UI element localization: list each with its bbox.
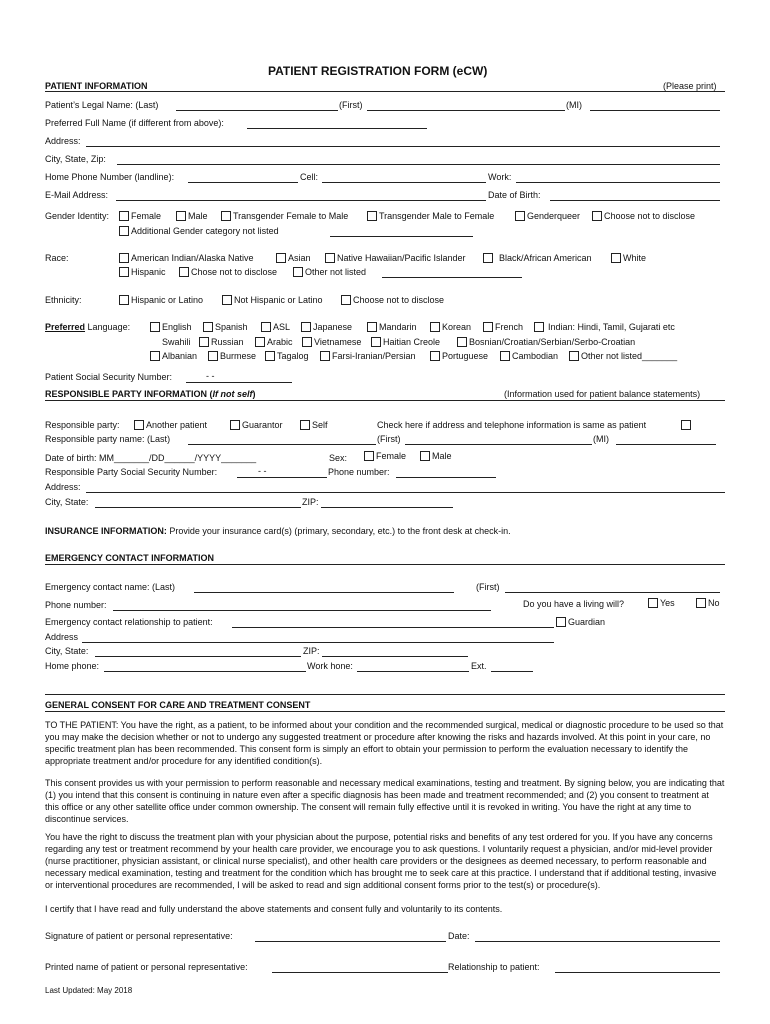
gender-option-additional[interactable]: Additional Gender category not listed [119, 226, 279, 237]
living-will-yes[interactable]: Yes [648, 598, 675, 609]
checkbox[interactable] [119, 295, 129, 305]
ec-zip-label: ZIP: [303, 646, 320, 656]
signature-field[interactable] [255, 941, 446, 942]
ec-home-phone-field[interactable] [104, 671, 306, 672]
language-option-english[interactable]: English [150, 322, 192, 333]
language-option-bosnian[interactable]: Bosnian/Croatian/Serbian/Serbo-Croatian [457, 337, 635, 348]
dob-field[interactable] [550, 200, 720, 201]
city-state-zip-field[interactable] [117, 164, 720, 165]
checkbox[interactable] [150, 351, 160, 361]
ec-zip-field[interactable] [322, 656, 468, 657]
consent-paragraph-1: TO THE PATIENT: You have the right, as a patient, to be informed about your condition and the recommended surgical, medical or diagnostic procedure to be used so that you may make the decision whether or not to undergo any suggested treatment or procedure after knowing the risks and hazards involved. At this point in your care, no specific treatment plan has been recommended. This consent form is simply an effort to obtain your permission to perform the evaluation necessary to identify the appropriate treatment and/or procedure for any identified condition(s). [45, 720, 724, 766]
checkbox[interactable] [301, 322, 311, 332]
checkbox[interactable] [367, 322, 377, 332]
checkbox[interactable] [420, 451, 430, 461]
gender-option-male[interactable]: Male [176, 211, 208, 222]
ssn-label: Patient Social Security Number: [45, 372, 173, 382]
ssn-dashes: - - [206, 371, 215, 381]
checkbox[interactable] [293, 267, 303, 277]
ec-ext-field[interactable] [491, 671, 533, 672]
rp-name-first-label: (First) [377, 434, 401, 444]
same-address-checkbox[interactable] [681, 420, 693, 431]
ec-name-first-label: (First) [476, 582, 500, 592]
section-rule [45, 400, 725, 401]
language-option-albanian[interactable]: Albanian [150, 351, 197, 362]
email-label: E-Mail Address: [45, 190, 109, 200]
relationship-label: Relationship to patient: [448, 962, 540, 972]
ec-work-phone-field[interactable] [357, 671, 469, 672]
section-rule [45, 91, 725, 92]
section-rule [45, 564, 725, 565]
ec-name-last-field[interactable] [194, 592, 454, 593]
race-option-not-disclose[interactable]: Chose not to disclose [179, 267, 277, 278]
language-option-tagalog[interactable]: Tagalog [265, 351, 309, 362]
please-print-note: (Please print) [663, 81, 717, 91]
rp-zip-field[interactable] [321, 507, 453, 508]
ec-city-state-field[interactable] [95, 656, 301, 657]
rp-name-mi-field[interactable] [616, 444, 716, 445]
checkbox[interactable] [230, 420, 240, 430]
language-option-french[interactable]: French [483, 322, 523, 333]
checkbox[interactable] [371, 337, 381, 347]
address-label: Address: [45, 136, 81, 146]
rp-zip-label: ZIP: [302, 497, 319, 507]
page-title: PATIENT REGISTRATION FORM (eCW) [268, 64, 488, 78]
rp-city-state-field[interactable] [95, 507, 301, 508]
work-label: Work: [488, 172, 512, 182]
cell-field[interactable] [322, 182, 486, 183]
gender-label: Gender Identity: [45, 211, 110, 221]
consent-paragraph-2: This consent provides us with your permission to perform reasonable and necessary medical examinations, testing and treatment. By signing below, you are indicating that (1) you intend that this consent is continuing in nature even after a specific diagnosis has been made and treatment recommended; and (2) you consent to treatment at this office or any other satellite office under common ownership. The consent will remain fully effective until it is revoked in writing. You have the right at any time to discontinue services. [45, 778, 725, 824]
checkbox[interactable] [515, 211, 525, 221]
checkbox[interactable] [276, 253, 286, 263]
checkbox[interactable] [534, 322, 544, 332]
responsible-option-guarantor[interactable]: Guarantor [230, 420, 283, 431]
checkbox[interactable] [341, 295, 351, 305]
responsible-option-self[interactable]: Self [300, 420, 328, 431]
ethnicity-option-not-disclose[interactable]: Choose not to disclose [341, 295, 444, 306]
printed-name-field[interactable] [272, 972, 448, 973]
checkbox[interactable] [556, 617, 566, 627]
language-option-arabic[interactable]: Arabic [255, 337, 293, 348]
checkbox[interactable] [255, 337, 265, 347]
patient-info-header: PATIENT INFORMATION [45, 81, 148, 91]
responsible-option-another-patient[interactable]: Another patient [134, 420, 207, 431]
ec-name-last-label: Emergency contact name: (Last) [45, 582, 176, 592]
rp-sex-male[interactable]: Male [420, 451, 452, 462]
rp-name-first-field[interactable] [405, 444, 592, 445]
race-label: Race: [45, 253, 69, 263]
language-option-mandarin[interactable]: Mandarin [367, 322, 417, 333]
ec-relationship-field[interactable] [232, 627, 554, 628]
work-field[interactable] [516, 182, 720, 183]
checkbox[interactable] [320, 351, 330, 361]
gender-additional-field[interactable] [330, 236, 473, 237]
consent-paragraph-4: I certify that I have read and fully understand the above statements and consent fully and voluntarily to its contents. [45, 904, 503, 914]
consent-header: GENERAL CONSENT FOR CARE AND TREATMENT CONSENT [45, 700, 311, 710]
section-rule [45, 711, 725, 712]
living-will-label: Do you have a living will? [523, 599, 625, 609]
gender-option-genderqueer[interactable]: Genderqueer [515, 211, 580, 222]
insurance-info: INSURANCE INFORMATION: Provide your insurance card(s) (primary, secondary, etc.) to the front desk at check-in. [45, 526, 511, 536]
rp-ssn-field[interactable] [237, 477, 327, 478]
legal-name-last-field[interactable] [176, 110, 338, 111]
ec-guardian-option[interactable]: Guardian [556, 617, 605, 628]
checkbox[interactable] [430, 351, 440, 361]
rp-sex-label: Sex: [329, 453, 348, 463]
signature-date-label: Date: [448, 931, 470, 941]
gender-option-trans-ftm[interactable]: Transgender Female to Male [221, 211, 348, 222]
signature-date-field[interactable] [475, 941, 720, 942]
checkbox[interactable] [176, 211, 186, 221]
rp-address-label: Address: [45, 482, 81, 492]
same-address-label: Check here if address and telephone information is same as patient [377, 420, 647, 430]
home-phone-label: Home Phone Number (landline): [45, 172, 175, 182]
rp-sex-female[interactable]: Female [364, 451, 406, 462]
checkbox[interactable] [208, 351, 218, 361]
language-option-haitian-creole[interactable]: Haitian Creole [371, 337, 440, 348]
responsible-party-header: RESPONSIBLE PARTY INFORMATION (If not self) [45, 389, 256, 399]
language-option-vietnamese[interactable]: Vietnamese [302, 337, 361, 348]
rp-name-last-label: Responsible party name: (Last) [45, 434, 171, 444]
printed-name-label: Printed name of patient or personal representative: [45, 962, 248, 972]
checkbox[interactable] [203, 322, 213, 332]
language-option-swahili[interactable]: Swahili [162, 337, 191, 347]
last-updated: Last Updated: May 2018 [45, 986, 133, 995]
responsible-party-note: (Information used for patient balance statements) [504, 389, 701, 399]
language-option-burmese[interactable]: Burmese [208, 351, 256, 362]
ec-city-state-label: City, State: [45, 646, 89, 656]
ec-phone-field[interactable] [113, 610, 491, 611]
checkbox[interactable] [134, 420, 144, 430]
home-phone-field[interactable] [188, 182, 298, 183]
ec-work-phone-label: Work hone: [307, 661, 353, 671]
signature-label: Signature of patient or personal representative: [45, 931, 233, 941]
rp-dob[interactable]: Date of birth: MM_______/DD______/YYYY_______ [45, 453, 257, 463]
checkbox[interactable] [648, 598, 658, 608]
address-field[interactable] [86, 146, 720, 147]
legal-name-first-label: (First) [339, 100, 363, 110]
ec-ext-label: Ext. [471, 661, 487, 671]
checkbox[interactable] [221, 211, 231, 221]
checkbox[interactable] [681, 420, 691, 430]
checkbox[interactable] [696, 598, 706, 608]
ec-address-label: Address [45, 632, 79, 642]
checkbox[interactable] [119, 253, 129, 263]
race-other-field[interactable] [382, 277, 522, 278]
checkbox[interactable] [569, 351, 579, 361]
language-option-spanish[interactable]: Spanish [203, 322, 248, 333]
relationship-field[interactable] [555, 972, 720, 973]
language-label: Preferred Language: [45, 322, 131, 332]
checkbox[interactable] [483, 253, 493, 263]
checkbox[interactable] [150, 322, 160, 332]
legal-name-first-field[interactable] [367, 110, 565, 111]
rp-name-last-field[interactable] [188, 444, 376, 445]
language-option-japanese[interactable]: Japanese [301, 322, 352, 333]
ssn-field[interactable] [186, 382, 292, 383]
language-option-indian[interactable]: Indian: Hindi, Tamil, Gujarati etc [534, 322, 675, 333]
rp-phone-label: Phone number: [328, 467, 390, 477]
legal-name-mi-label: (MI) [566, 100, 582, 110]
checkbox[interactable] [119, 226, 129, 236]
section-rule [45, 694, 725, 695]
language-option-farsi[interactable]: Farsi-Iranian/Persian [320, 351, 416, 362]
checkbox[interactable] [265, 351, 275, 361]
checkbox[interactable] [179, 267, 189, 277]
language-option-korean[interactable]: Korean [430, 322, 471, 333]
ethnicity-option-hispanic[interactable]: Hispanic or Latino [119, 295, 203, 306]
checkbox[interactable] [457, 337, 467, 347]
checkbox[interactable] [199, 337, 209, 347]
city-state-zip-label: City, State, Zip: [45, 154, 106, 164]
gender-option-trans-mtf[interactable]: Transgender Male to Female [367, 211, 494, 222]
gender-option-not-disclose[interactable]: Choose not to disclose [592, 211, 695, 222]
checkbox[interactable] [300, 420, 310, 430]
checkbox[interactable] [611, 253, 621, 263]
emergency-header: EMERGENCY CONTACT INFORMATION [45, 553, 214, 563]
checkbox[interactable] [500, 351, 510, 361]
race-option-hispanic[interactable]: Hispanic [119, 267, 166, 278]
rp-address-field[interactable] [86, 492, 725, 493]
checkbox[interactable] [261, 322, 271, 332]
race-option-black[interactable]: Black/African American [483, 253, 592, 264]
race-option-other[interactable]: Other not listed [293, 267, 366, 278]
rp-ssn-dashes: - - [258, 466, 267, 476]
race-option-native-american[interactable]: American Indian/Alaska Native [119, 253, 254, 264]
race-option-white[interactable]: White [611, 253, 646, 264]
checkbox[interactable] [592, 211, 602, 221]
ec-home-phone-label: Home phone: [45, 661, 100, 671]
consent-paragraph-3: You have the right to discuss the treatment plan with your physician about the purpose, potential risks and benefits of any test ordered for you. If you have any concerns regarding any test or treatment recommend by your health care provider, we encourage you to ask questions. I voluntarily request a physician, and/or mid-level provider (nurse practitioner, physician assistant, or clinical nurse specialist), and other health care providers or the designees as deemed necessary, to perform reasonable and necessary medical examination, testing and treatment for the condition which has brought me to seek care at this practice. I understand that if additional testing, invasive or interventional procedures are recommended, I will be asked to read and sign additional consent forms prior to the test(s) or procedure(s). [45, 832, 717, 890]
language-option-portuguese[interactable]: Portuguese [430, 351, 488, 362]
checkbox[interactable] [119, 267, 129, 277]
ethnicity-label: Ethnicity: [45, 295, 82, 305]
language-option-russian[interactable]: Russian [199, 337, 244, 348]
language-option-asl[interactable]: ASL [261, 322, 290, 333]
preferred-name-label: Preferred Full Name (if different from above): [45, 118, 224, 128]
responsible-party-label: Responsible party: [45, 420, 120, 430]
legal-name-last-label: Patient’s Legal Name: (Last) [45, 100, 159, 110]
race-option-asian[interactable]: Asian [276, 253, 311, 264]
rp-city-state-label: City, State: [45, 497, 89, 507]
checkbox[interactable] [302, 337, 312, 347]
race-option-pacific-islander[interactable]: Native Hawaiian/Pacific Islander [325, 253, 466, 264]
checkbox[interactable] [222, 295, 232, 305]
cell-label: Cell: [300, 172, 319, 182]
checkbox[interactable] [325, 253, 335, 263]
checkbox[interactable] [483, 322, 493, 332]
checkbox[interactable] [364, 451, 374, 461]
rp-name-mi-label: (MI) [593, 434, 609, 444]
checkbox[interactable] [430, 322, 440, 332]
language-option-other[interactable]: Other not listed_______ [569, 351, 677, 362]
dob-label: Date of Birth: [488, 190, 541, 200]
preferred-name-field[interactable] [247, 128, 427, 129]
gender-option-female[interactable]: Female [119, 211, 161, 222]
ec-phone-label: Phone number: [45, 600, 107, 610]
ec-address-field[interactable] [82, 642, 554, 643]
ethnicity-option-not-hispanic[interactable]: Not Hispanic or Latino [222, 295, 323, 306]
living-will-no[interactable]: No [696, 598, 720, 609]
ec-relationship-label: Emergency contact relationship to patient: [45, 617, 213, 627]
email-field[interactable] [116, 200, 486, 201]
language-option-cambodian[interactable]: Cambodian [500, 351, 558, 362]
checkbox[interactable] [119, 211, 129, 221]
rp-phone-field[interactable] [396, 477, 496, 478]
rp-ssn-label: Responsible Party Social Security Number: [45, 467, 218, 477]
ec-name-first-field[interactable] [505, 592, 720, 593]
checkbox[interactable] [367, 211, 377, 221]
legal-name-mi-field[interactable] [590, 110, 720, 111]
